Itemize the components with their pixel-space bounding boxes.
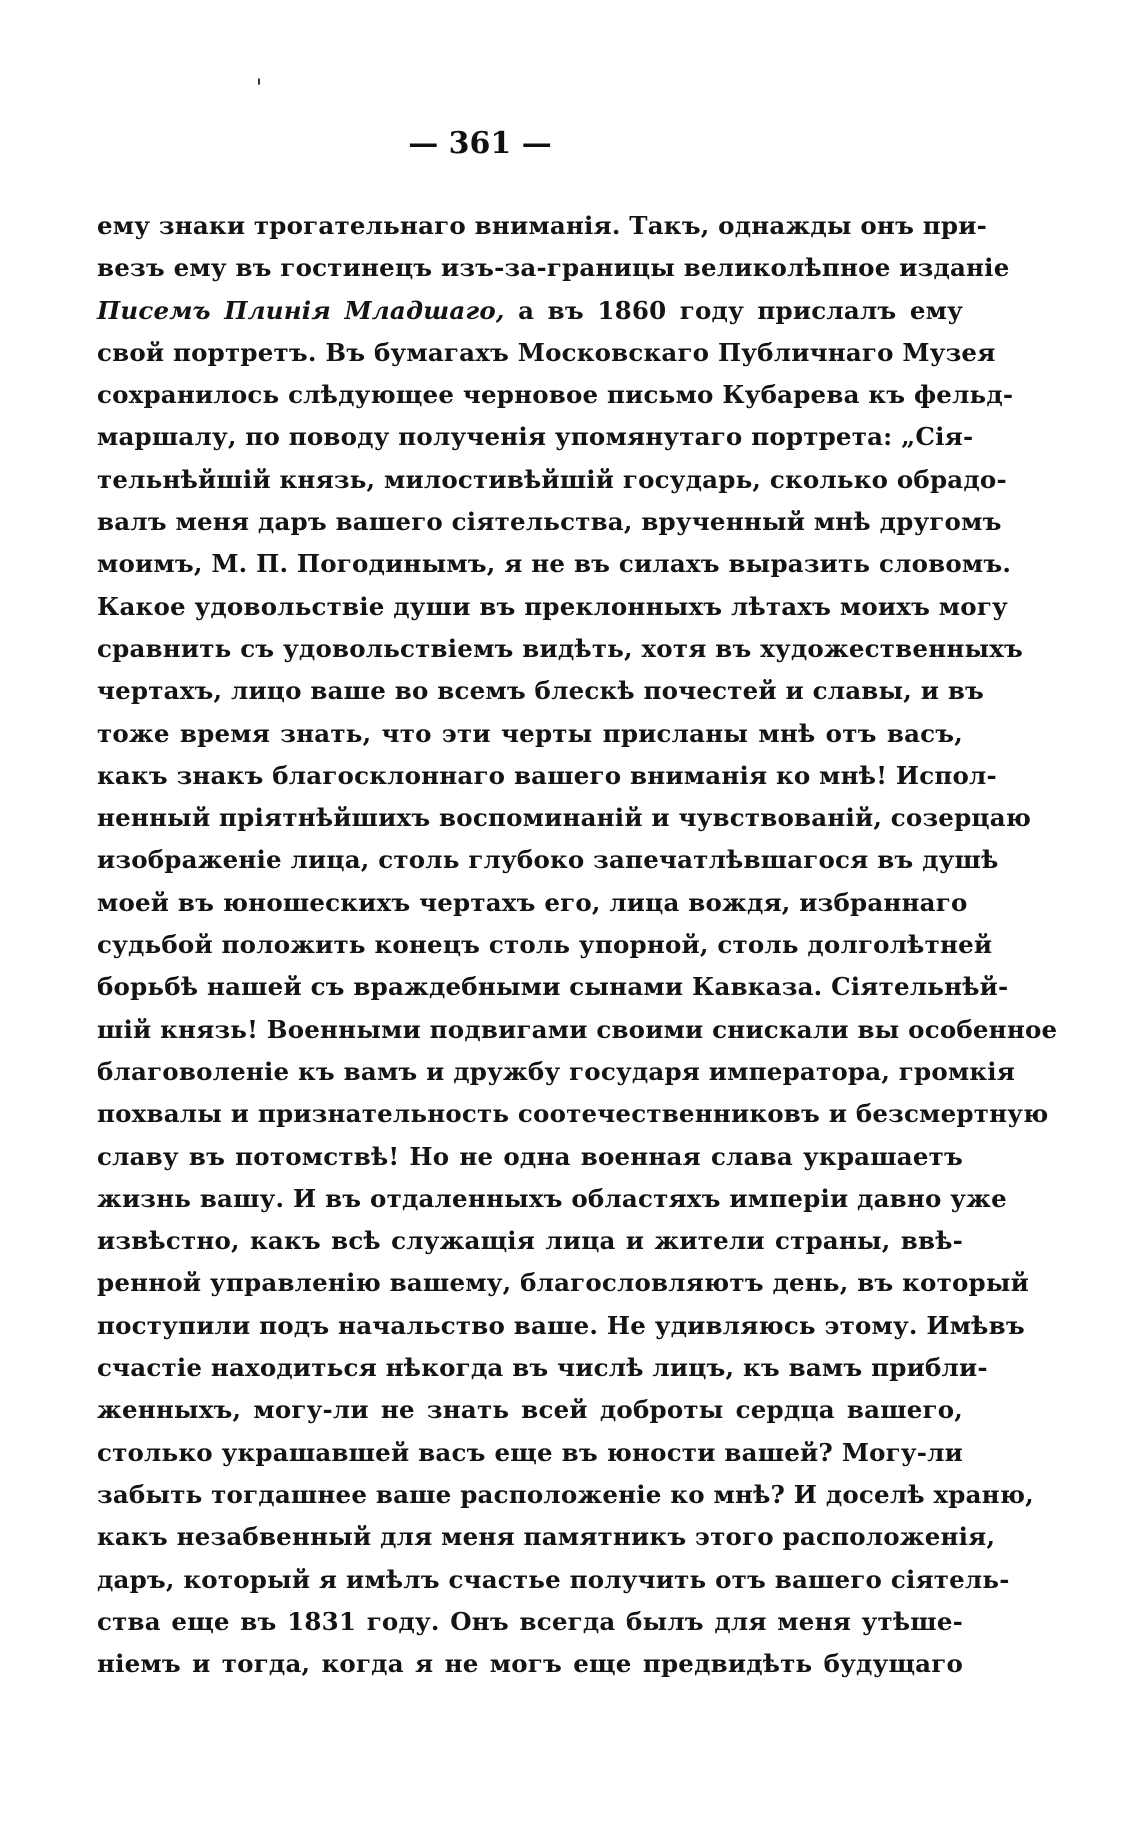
italic-title: Писемъ Плинія Младшаго,: [97, 295, 505, 325]
text-line: валъ меня даръ вашего сіятельства, врученный мнѣ другомъ: [97, 507, 1002, 537]
text-line: жизнь вашу. И въ отдаленныхъ областяхъ имперіи давно уже: [97, 1183, 1007, 1213]
text-line: забыть тогдашнее ваше расположеніе ко мнѣ? И доселѣ храню,: [97, 1479, 1034, 1509]
text-line-with-italic: [97, 290, 963, 332]
text-line: ему знаки трогательнаго вниманія. Такъ, однажды онъ при-: [97, 211, 987, 240]
text-line: судьбой положить конецъ столь упорной, столь долголѣтней: [97, 930, 993, 960]
text-line: маршалу, по поводу полученія упомянутаго портрета: „Сія-: [97, 422, 974, 452]
text-line: счастіе находиться нѣкогда въ числѣ лицъ, къ вамъ прибли-: [97, 1353, 988, 1383]
text-line: женныхъ, могу-ли не знать всей доброты сердца вашего,: [97, 1395, 963, 1425]
text-line: какъ знакъ благосклоннаго вашего вниманія ко мнѣ! Испол-: [97, 760, 997, 790]
text-line: моимъ, М. П. Погодинымъ, я не въ силахъ выразить словомъ.: [97, 549, 1012, 579]
text-line: Какое удовольствіе души въ преклонныхъ лѣтахъ моихъ могу: [97, 591, 1008, 621]
text-line: славу въ потомствѣ! Но не одна военная слава украшаетъ: [97, 1141, 963, 1171]
text-line: похвалы и признательность соотечественниковъ и безсмертную: [97, 1099, 1049, 1129]
text-line: борьбѣ нашей съ враждебными сынами Кавказа. Сіятельнѣй-: [97, 972, 1009, 1002]
text-line: везъ ему въ гостинецъ изъ-за-границы великолѣпное изданіе: [97, 253, 1010, 283]
text-line: изображеніе лица, столь глубоко запечатлѣвшагося въ душѣ: [97, 845, 999, 875]
text-line: сравнить съ удовольствіемъ видѣть, хотя въ художественныхъ: [97, 633, 1024, 663]
body-text: [97, 205, 1058, 1685]
print-speck: ': [256, 76, 263, 101]
text-line: тоже время знать, что эти черты присланы мнѣ отъ васъ,: [97, 718, 963, 748]
text-line: благоволеніе къ вамъ и дружбу государя императора, громкія: [97, 1056, 1016, 1086]
text-line: столько украшавшей васъ еще въ юности вашей? Могу-ли: [97, 1437, 963, 1467]
page-number: — 361 —: [408, 126, 552, 161]
text-line: тельнѣйшій князь, милостивѣйшій государь, сколько обрадо-: [97, 464, 1007, 494]
text-line: ненный пріятнѣйшихъ воспоминаній и чувствованій, созерцаю: [97, 803, 1032, 833]
text-line: ренной управленію вашему, благословляютъ день, въ который: [97, 1268, 1029, 1298]
text-line: свой портретъ. Въ бумагахъ Московскаго Публичнаго Музея: [97, 337, 996, 367]
text-line: какъ незабвенный для меня памятникъ этого расположенія,: [97, 1522, 996, 1552]
text-line: ства еще въ 1831 году. Онъ всегда былъ для меня утѣше-: [97, 1606, 963, 1636]
text-line: ніемъ и тогда, когда я не могъ еще предвидѣть будущаго: [97, 1649, 963, 1679]
text-line: поступили подъ начальство ваше. Не удивляюсь этому. Имѣвъ: [97, 1310, 1025, 1340]
text-line: извѣстно, какъ всѣ служащія лица и жители страны, ввѣ-: [97, 1226, 963, 1256]
text-line: моей въ юношескихъ чертахъ его, лица вождя, избраннаго: [97, 887, 968, 917]
text-line-rest: а въ 1860 году прислалъ ему: [518, 295, 964, 325]
text-line: даръ, который я имѣлъ счастье получить отъ вашего сіятель-: [97, 1564, 1010, 1594]
text-line: шій князь! Военными подвигами своими снискали вы особенное: [97, 1014, 1058, 1044]
text-line: сохранилось слѣдующее черновое письмо Кубарева къ фельд-: [97, 380, 1014, 410]
text-line: чертахъ, лицо ваше во всемъ блескѣ почестей и славы, и въ: [97, 676, 985, 706]
